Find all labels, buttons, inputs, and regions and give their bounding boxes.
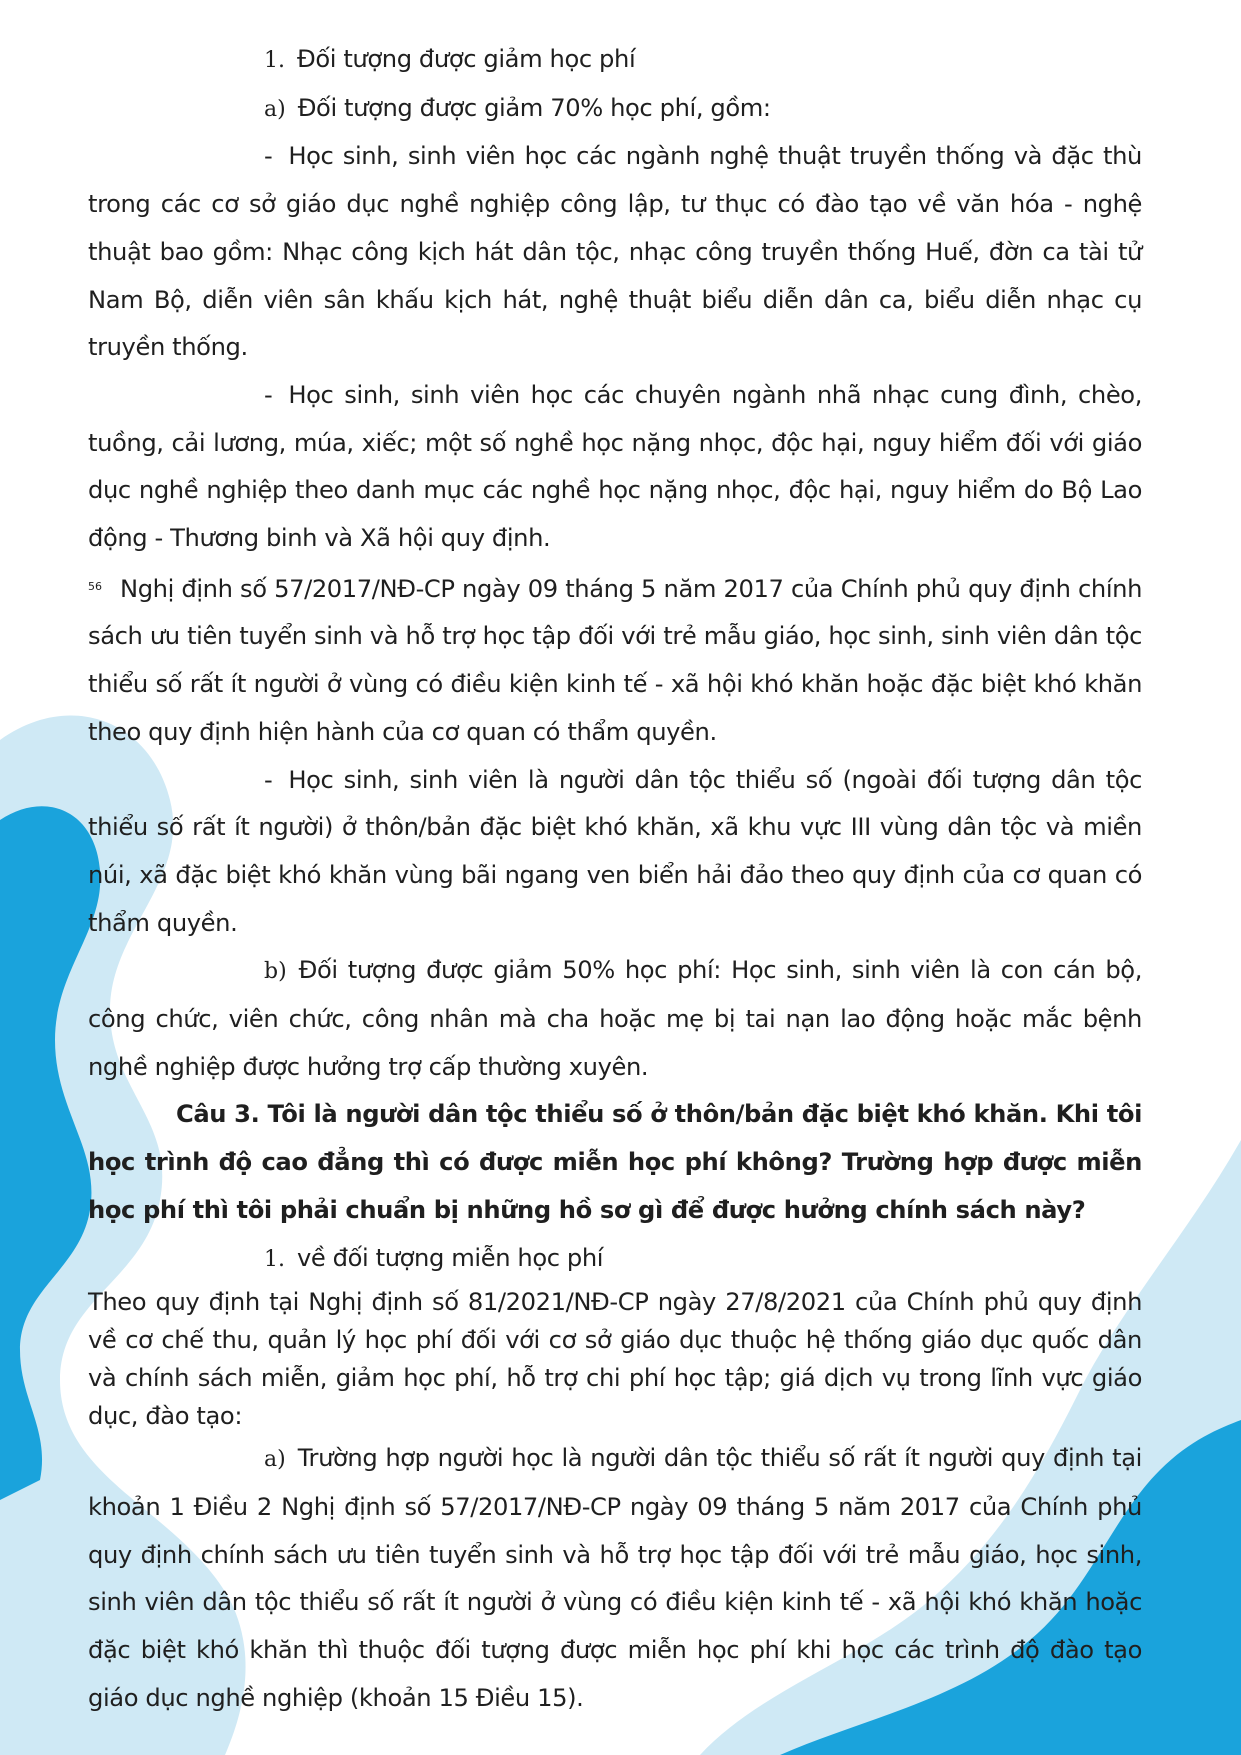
item-1-title: Đối tượng được giảm học phí	[297, 45, 636, 73]
bullet-dash: -	[264, 765, 273, 794]
answer-a-paragraph	[88, 1435, 1142, 1722]
item-1-heading	[88, 36, 1142, 85]
bullet-paragraph-3	[88, 757, 1142, 948]
bullet-text-2: Học sinh, sinh viên học các chuyên ngành nhã nhạc cung đình, chèo, tuồng, cải lương, múa, xiếc; một số nghề học nặng nhọc, độc hại, nguy hiểm đối với giáo dục nghề nghiệp theo danh mục các nghề học nặng nhọc, độc hại, nguy hiểm do Bộ Lao động - Thương binh và Xã hội quy định.	[88, 380, 1142, 553]
answer-a-number: a)	[264, 1447, 286, 1473]
item-1a-heading	[88, 85, 1142, 134]
footnote-56	[88, 563, 1142, 757]
bullet-text-1: Học sinh, sinh viên học các ngành nghệ thuật truyền thống và đặc thù trong các cơ sở giáo dục nghề nghiệp công lập, tư thục có đào tạo về văn hóa - nghệ thuật bao gồm: Nhạc công kịch hát dân tộc, nhạc công truyền thống Huế, đờn ca tài tử Nam Bộ, diễn viên sân khấu kịch hát, nghệ thuật biểu diễn dân ca, biểu diễn nhạc cụ truyền thống.	[88, 142, 1142, 362]
item-1a-number: a)	[264, 96, 286, 122]
item-1a-title: Đối tượng được giảm 70% học phí, gồm:	[297, 93, 771, 122]
bullet-text-3: Học sinh, sinh viên là người dân tộc thiểu số (ngoài đối tượng dân tộc thiểu số rất ít người) ở thôn/bản đặc biệt khó khăn, xã khu vực III vùng dân tộc và miền núi, xã đặc biệt khó khăn vùng bãi ngang ven biển hải đảo theo quy định của cơ quan có thẩm quyền.	[88, 765, 1142, 937]
document-page	[88, 36, 1142, 1723]
answer-1-number: 1.	[264, 1246, 285, 1272]
bullet-dash: -	[264, 380, 273, 409]
item-1b-number: b)	[264, 959, 287, 985]
answer-intro-paragraph: Theo quy định tại Nghị định số 81/2021/NĐ-CP ngày 27/8/2021 của Chính phủ quy định về cơ chế thu, quản lý học phí đối với cơ sở giáo dục thuộc hệ thống giáo dục quốc dân và chính sách miễn, giảm học phí, hỗ trợ chi phí học tập; giá dịch vụ trong lĩnh vực giáo dục, đào tạo:	[88, 1288, 1142, 1431]
answer-1-heading	[88, 1235, 1142, 1284]
footnote-text: Nghị định số 57/2017/NĐ-CP ngày 09 tháng 5 năm 2017 của Chính phủ quy định chính sách ưu tiên tuyển sinh và hỗ trợ học tập đối với trẻ mẫu giáo, học sinh, sinh viên dân tộc thiểu số rất ít người ở vùng có điều kiện kinh tế - xã hội khó khăn hoặc đặc biệt khó khăn theo quy định hiện hành của cơ quan có thẩm quyền.	[88, 574, 1142, 746]
bullet-paragraph-1	[88, 133, 1142, 372]
item-1-number: 1.	[264, 48, 285, 73]
answer-1-title: về đối tượng miễn học phí	[297, 1243, 604, 1272]
bullet-paragraph-2	[88, 372, 1142, 563]
item-1b-paragraph	[88, 947, 1142, 1091]
answer-a-text: Trường hợp người học là người dân tộc thiểu số rất ít người quy định tại khoản 1 Điều 2 Nghị định số 57/2017/NĐ-CP ngày 09 tháng 5 năm 2017 của Chính phủ quy định chính sách ưu tiên tuyển sinh và hỗ trợ học tập đối với trẻ mẫu giáo, học sinh, sinh viên dân tộc thiểu số rất ít người ở vùng có điều kiện kinh tế - xã hội khó khăn hoặc đặc biệt khó khăn thì thuộc đối tượng được miễn học phí khi học các trình độ đào tạo giáo dục nghề nghiệp (khoản 15 Điều 15).	[88, 1444, 1142, 1712]
footnote-number: 56	[88, 579, 102, 593]
question-heading: Câu 3. Tôi là người dân tộc thiểu số ở thôn/bản đặc biệt khó khăn. Khi tôi học trình độ cao đẳng thì có được miễn học phí không? Trường hợp được miễn học phí thì tôi phải chuẩn bị những hồ sơ gì để được hưởng chính sách này?	[88, 1100, 1142, 1224]
bullet-dash: -	[264, 142, 273, 171]
item-1b-text: Đối tượng được giảm 50% học phí: Học sinh, sinh viên là con cán bộ, công chức, viên chức, công nhân mà cha hoặc mẹ bị tai nạn lao động hoặc mắc bệnh nghề nghiệp được hưởng trợ cấp thường xuyên.	[88, 956, 1142, 1081]
